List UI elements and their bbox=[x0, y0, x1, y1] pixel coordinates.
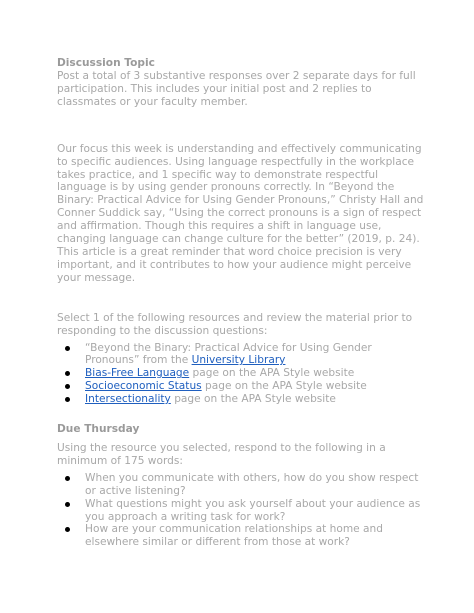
resource-item: Intersectionality page on the APA Style website bbox=[85, 393, 424, 406]
due-instructions-paragraph: Using the resource you selected, respond to the following in a minimum of 175 words: bbox=[57, 442, 386, 467]
spacer bbox=[57, 285, 424, 312]
socioeconomic-status-link[interactable]: Socioeconomic Status bbox=[85, 380, 202, 393]
question-list bbox=[57, 472, 424, 549]
question-item: What questions might you ask yourself about your audience as you approach a writing task for work? bbox=[85, 498, 424, 524]
spacer bbox=[57, 406, 424, 423]
focus-paragraph: Our focus this week is understanding and effectively communicating to specific audiences. Using language respectfully in the workplace takes practice, and 1 specific way to demonstrate respectful language is by using gender pronouns correctly. In “Beyond the Binary: Practical Advice for Using Gender Pronouns,” Christy Hall and Conner Suddick say, “Using the correct pronouns is a sign of respect and affirmation. Though this requires a shift in language use, changing language can change culture for the better” (2019, p. 24). This article is a great reminder that word choice precision is very important, and it contributes to how your audience might perceive your message. bbox=[57, 142, 424, 284]
discussion-topic-heading: Discussion Topic bbox=[57, 57, 155, 69]
question-item: When you communicate with others, how do you show respect or active listening? bbox=[85, 472, 424, 498]
resource-item: “Beyond the Binary: Practical Advice for Using Gender Pronouns” from the University Library bbox=[85, 342, 424, 368]
participation-paragraph: Post a total of 3 substantive responses over 2 separate days for full participation. This includes your initial post and 2 replies to classmates or your faculty member. bbox=[57, 70, 416, 108]
question-item: How are your communication relationships at home and elsewhere similar or different from those at work? bbox=[85, 523, 424, 549]
select-resource-paragraph: Select 1 of the following resources and review the material prior to responding to the discussion questions: bbox=[57, 311, 413, 337]
intersectionality-link[interactable]: Intersectionality bbox=[85, 393, 171, 406]
resource-item: Socioeconomic Status page on the APA Style website bbox=[85, 380, 424, 393]
bias-free-language-link[interactable]: Bias-Free Language bbox=[85, 367, 190, 380]
resource-list bbox=[57, 342, 424, 407]
due-thursday-heading: Due Thursday bbox=[57, 423, 140, 436]
resource-item: Bias-Free Language page on the APA Style website bbox=[85, 367, 424, 380]
spacer bbox=[57, 109, 424, 143]
university-library-link[interactable]: University Library bbox=[191, 354, 286, 367]
